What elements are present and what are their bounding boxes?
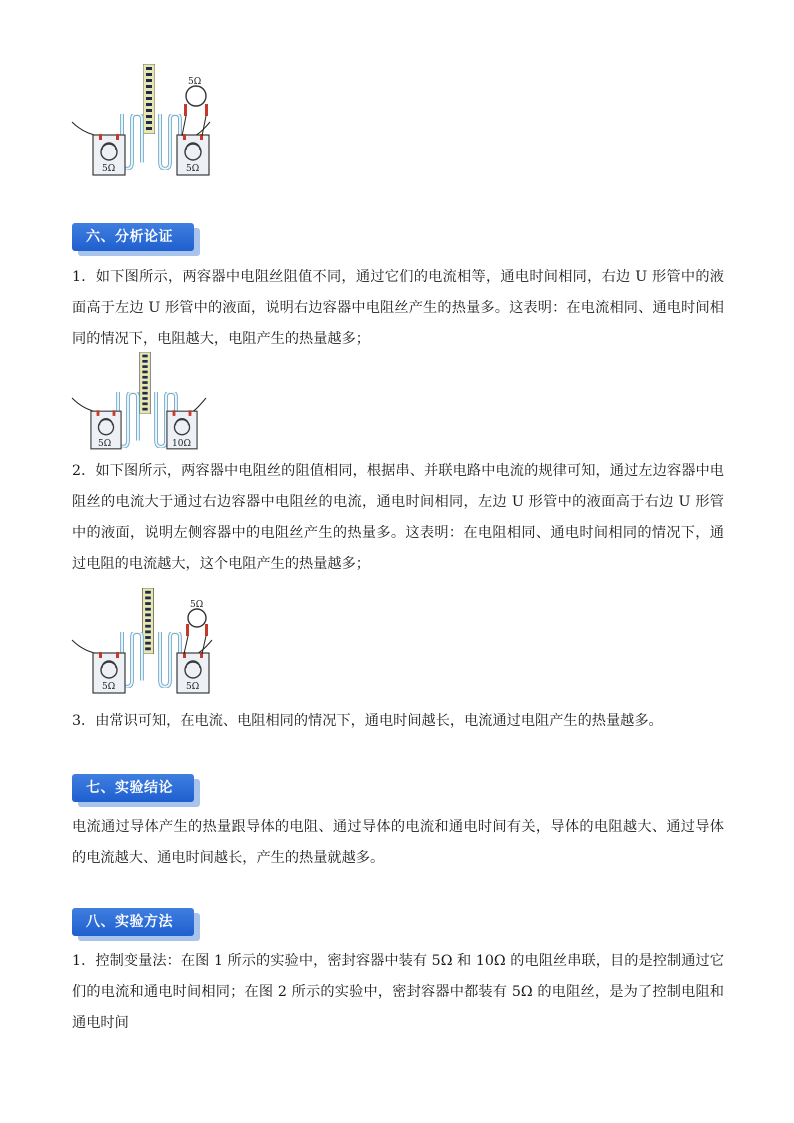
container-label-left: 5Ω [102, 164, 116, 174]
container-label-right: 10Ω [172, 439, 191, 449]
resistor-label-top: 5Ω [190, 600, 204, 610]
container-label-left: 5Ω [98, 439, 112, 449]
conclusion-paragraph: 电流通过导体产生的热量跟导体的电阻、通过导体的电流和通电时间有关，导体的电阻越大、通过导体的电流越大、通电时间越长，产生的热量就越多。 [72, 819, 724, 866]
document-page: 5Ω 5Ω 5Ω 六、分析论证 1．如下图所示，两容器中电阻丝阻值不同，通过它们的电流相等，通电时间相同，右边 U 形管中的液面高于左边 U 形管中的液面，说明右边容器中电阻丝产生的热量多。这表明：在电流相同、通电时间相同的情况下，电阻越大，电阻产生的热量越多； 5Ω 10Ω 2．如下图所示，两容器中电阻丝的阻值相同，根据串、并联电路中电流的规律可知，通过左边容器中电阻丝的电流大于通过右边容器中电阻丝的电流，通电时间相同，左边 U 形管中的液面高于右边 U 形管中的液面，说明左侧容器中的电阻丝产生的热量多。这表明：在电阻相同、通电时间相同的情况下，通过电阻的电流越大，这个电阻产生的热量越多； 5Ω 5Ω 5Ω 3．由常识可知，在电流、电阻相同的情况下，通电时间越长，电流通过电阻产生的热量越多。 七、实验结论 电流通过导体产生的热量跟导体的电阻、通过导体的电流和通电时间有关，导体的电阻越大、通过导体的电流越大、通电时间越长，产生的热量就越多。 八、实验方法 1．控制变量法：在图 1 所示的实验中，密封容器中装有 5Ω 和 10Ω 的电阻丝串联，目的是控制通过它们的电流和通电时间相同；在图 2 所示的实验中，密封容器中都装有 5Ω 的电阻丝，是为了控制电阻和通电时间 [0, 0, 794, 1123]
container-label-right: 5Ω [186, 164, 200, 174]
resistor-label-top: 5Ω [188, 77, 202, 87]
analysis-paragraph-2: 2．如下图所示，两容器中电阻丝的阻值相同，根据串、并联电路中电流的规律可知，通过左边容器中电阻丝的电流大于通过右边容器中电阻丝的电流，通电时间相同，左边 U 形管中的液面高于右边 U 形管中的液面，说明左侧容器中的电阻丝产生的热量多。这表明：在电阻相同、通电时间相同的情况下，通过电阻的电流越大，这个电阻产生的热量越多； [72, 463, 724, 572]
container-label-left: 5Ω [102, 682, 116, 692]
analysis-paragraph-1: 1．如下图所示，两容器中电阻丝阻值不同，通过它们的电流相等，通电时间相同，右边 U 形管中的液面高于左边 U 形管中的液面，说明右边容器中电阻丝产生的热量多。这表明：在电流相同、通电时间相同的情况下，电阻越大，电阻产生的热量越多； [72, 269, 724, 347]
apparatus-figure-1 [70, 350, 220, 455]
container-label-right: 5Ω [186, 682, 200, 692]
method-paragraph-1: 1．控制变量法：在图 1 所示的实验中，密封容器中装有 5Ω 和 10Ω 的电阻丝串联，目的是控制通过它们的电流和通电时间相同；在图 2 所示的实验中，密封容器中都装有 5Ω 的电阻丝，是为了控制电阻和通电时间 [72, 953, 724, 1031]
apparatus-figure-top [70, 62, 230, 180]
analysis-paragraph-3: 3．由常识可知，在电流、电阻相同的情况下，通电时间越长，电流通过电阻产生的热量越多。 [72, 713, 663, 729]
apparatus-figure-2 [70, 586, 230, 698]
